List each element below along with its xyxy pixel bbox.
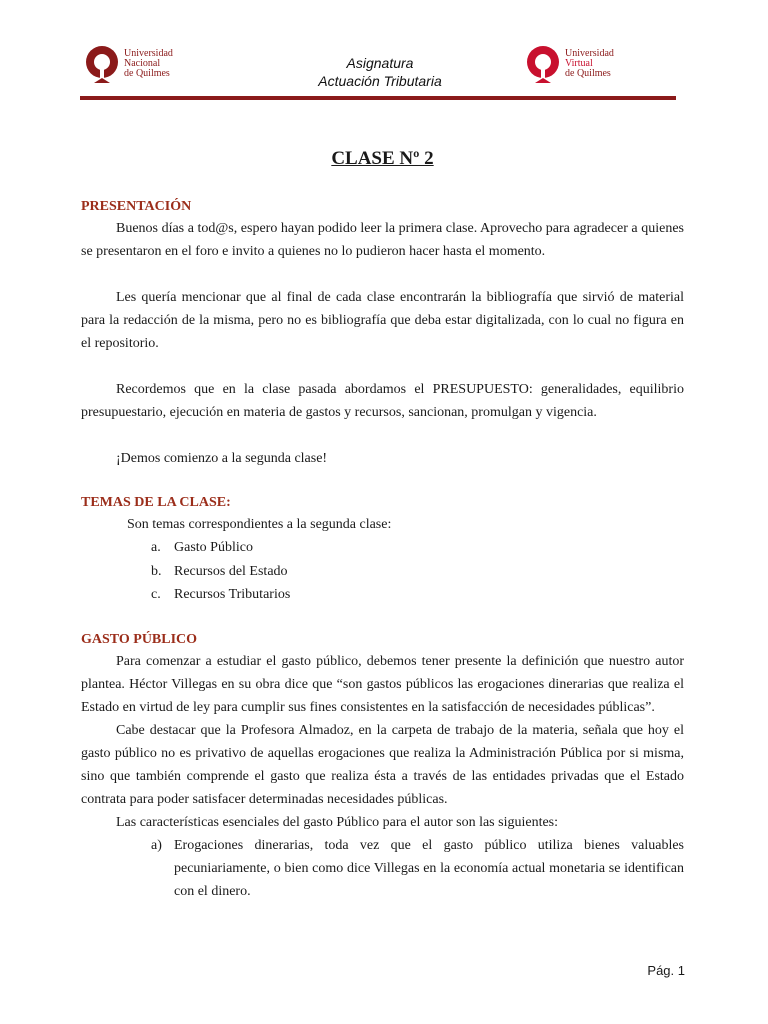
topics-intro: Son temas correspondientes a la segunda clase: — [127, 517, 392, 532]
paragraph: Cabe destacar que la Profesora Almadoz, en la carpeta de trabajo de la materia, señala que hoy el gasto público no es privativo de aquellas erogaciones que realiza la Administración Pública por si misma, sino que también comprende el gasto que realiza ésta a través de las entidades privadas que el Estado contrata para poder satisfacer determinadas necesidades públicas. — [81, 722, 684, 807]
characteristics-list — [81, 834, 684, 903]
course-name: Actuación Tributaria — [318, 73, 442, 89]
section-heading-gasto: GASTO PÚBLICO — [81, 631, 198, 647]
paragraph: Buenos días a tod@s, espero hayan podido leer la primera clase. Aprovecho para agradecer a quienes se presentaron en el foro e invito a quienes no lo pudieron hacer hasta el momento. — [81, 221, 684, 259]
unq-logo — [84, 44, 173, 84]
list-item: b. Recursos del Estado — [151, 563, 288, 579]
list-item: a. Gasto Público — [151, 540, 253, 555]
section-heading-temas: TEMAS DE LA CLASE: — [81, 495, 231, 510]
paragraph: Les quería mencionar que al final de cada clase encontrarán la bibliografía que sirvió de material para la redacción de la misma, pero no es bibliografía que deba estar digitalizada, con lo cual no figura en el repositorio. — [81, 290, 684, 351]
course-label: Asignatura — [346, 55, 414, 71]
paragraph: Para comenzar a estudiar el gasto público, debemos tener presente la definición que nuestro autor plantea. Héctor Villegas en su obra dice que “son gastos públicos las erogaciones dinerarias que realiza el Estado en virtud de ley para cumplir sus fines consistentes en la satisfacción de necesidades públicas”. — [81, 653, 684, 715]
class-title: CLASE Nº 2 — [331, 148, 434, 169]
page-number: Pág. 1 — [647, 963, 685, 978]
course-title — [242, 54, 518, 90]
topics-list — [81, 536, 684, 607]
document-body — [81, 148, 684, 903]
section-heading-presentacion: PRESENTACIÓN — [81, 199, 192, 214]
uvq-logo-text: Universidad Virtual de Quilmes — [565, 48, 614, 79]
unq-logo-text: Universidad Nacional de Quilmes — [124, 48, 173, 79]
list-item: c. Recursos Tributarios — [151, 587, 291, 602]
paragraph: ¡Demos comienzo a la segunda clase! — [116, 451, 328, 466]
paragraph: Recordemos que en la clase pasada abordamos el PRESUPUESTO: generalidades, equilibrio presupuestario, ejecución en materia de gastos y recursos, sancionan, promulgan y vigencia. — [81, 382, 684, 420]
header-divider — [80, 96, 676, 100]
paragraph: Las características esenciales del gasto Público para el autor son las siguientes: — [116, 814, 559, 830]
page-header — [82, 44, 678, 100]
unq-logo-mark — [84, 44, 120, 84]
list-item: a) Erogaciones dinerarias, toda vez que el gasto público utiliza bienes valuables pecuniariamente, o bien como dice Villegas en la economía actual monetaria se identifican con el dinero. — [151, 837, 684, 899]
uvq-logo-mark — [525, 44, 561, 84]
uvq-logo — [525, 44, 614, 84]
